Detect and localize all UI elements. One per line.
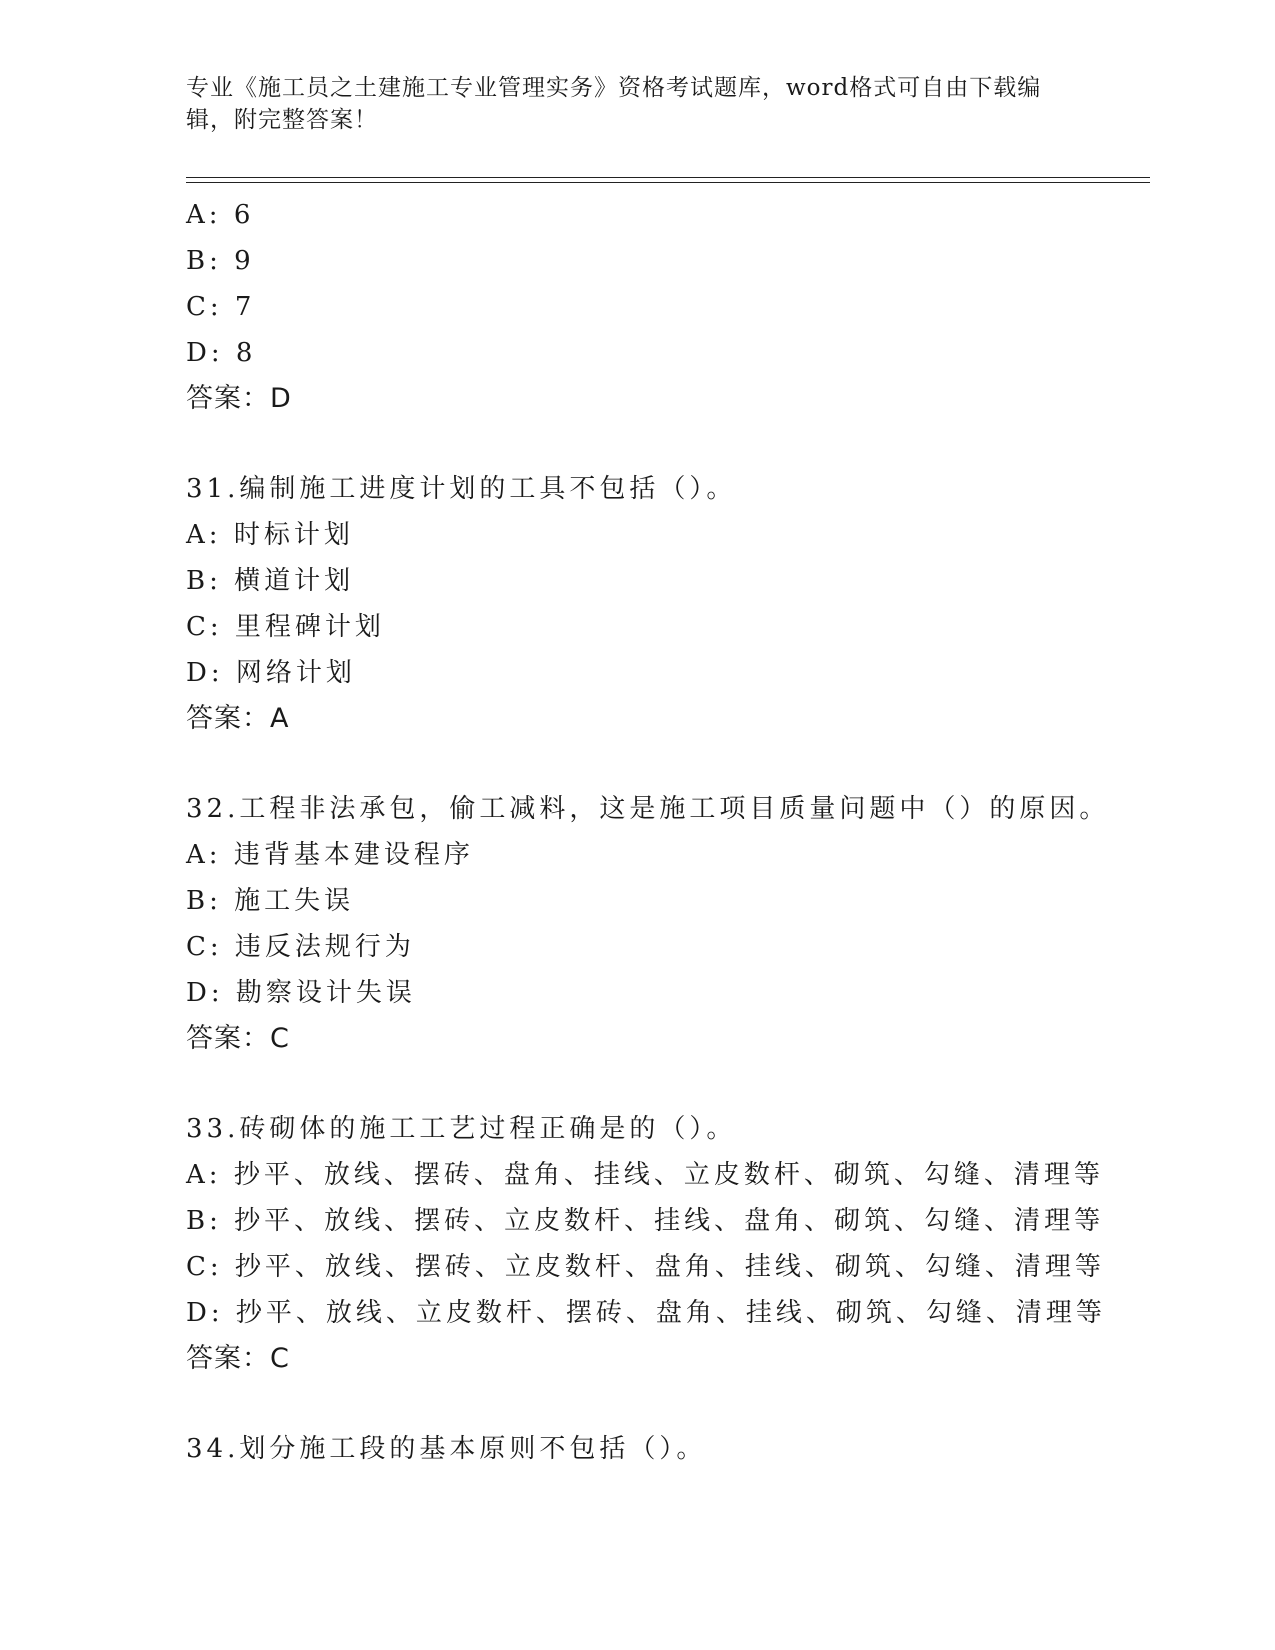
option-c: C: 7 xyxy=(186,292,256,322)
document-header: 专业《施工员之土建施工专业管理实务》资格考试题库，word格式可自由下载编辑，附完整答案！ xyxy=(186,75,1042,133)
question-block-32 xyxy=(186,786,1146,1062)
answer-line: 答案：C xyxy=(186,1343,290,1374)
option-d: D: 网络计划 xyxy=(186,658,356,688)
question-block-33 xyxy=(186,1106,1146,1382)
header-rule-top xyxy=(186,177,1150,178)
answer-line: 答案：C xyxy=(186,1023,290,1054)
question-title: 34.划分施工段的基本原则不包括（）。 xyxy=(186,1434,707,1464)
option-a: A: 6 xyxy=(186,200,255,230)
option-c: C: 里程碑计划 xyxy=(186,612,385,642)
option-a: A: 时标计划 xyxy=(186,520,354,550)
option-b: B: 抄平、放线、摆砖、立皮数杆、挂线、盘角、砌筑、勾缝、清理等 xyxy=(186,1206,1105,1236)
answer-line: 答案：D xyxy=(186,383,292,414)
question-title: 33.砖砌体的施工工艺过程正确是的（）。 xyxy=(186,1114,737,1144)
option-d: D: 抄平、放线、立皮数杆、摆砖、盘角、挂线、砌筑、勾缝、清理等 xyxy=(186,1298,1106,1328)
option-b: B: 横道计划 xyxy=(186,566,355,596)
option-c: C: 违反法规行为 xyxy=(186,932,415,962)
header-rule-bottom xyxy=(186,182,1150,183)
question-title: 31.编制施工进度计划的工具不包括（）。 xyxy=(186,474,737,504)
question-list xyxy=(186,192,1146,1472)
option-c: C: 抄平、放线、摆砖、立皮数杆、盘角、挂线、砌筑、勾缝、清理等 xyxy=(186,1252,1105,1282)
question-block-34 xyxy=(186,1426,1146,1472)
option-b: B: 施工失误 xyxy=(186,886,355,916)
option-a: A: 违背基本建设程序 xyxy=(186,840,474,870)
option-d: D: 勘察设计失误 xyxy=(186,978,416,1008)
question-block-continued xyxy=(186,192,1146,422)
option-d: D: 8 xyxy=(186,338,257,368)
question-title: 32.工程非法承包，偷工减料，这是施工项目质量问题中（）的原因。 xyxy=(186,794,1110,824)
option-a: A: 抄平、放线、摆砖、盘角、挂线、立皮数杆、砌筑、勾缝、清理等 xyxy=(186,1160,1104,1190)
question-block-31 xyxy=(186,466,1146,742)
option-b: B: 9 xyxy=(186,246,255,276)
answer-line: 答案：A xyxy=(186,703,290,734)
